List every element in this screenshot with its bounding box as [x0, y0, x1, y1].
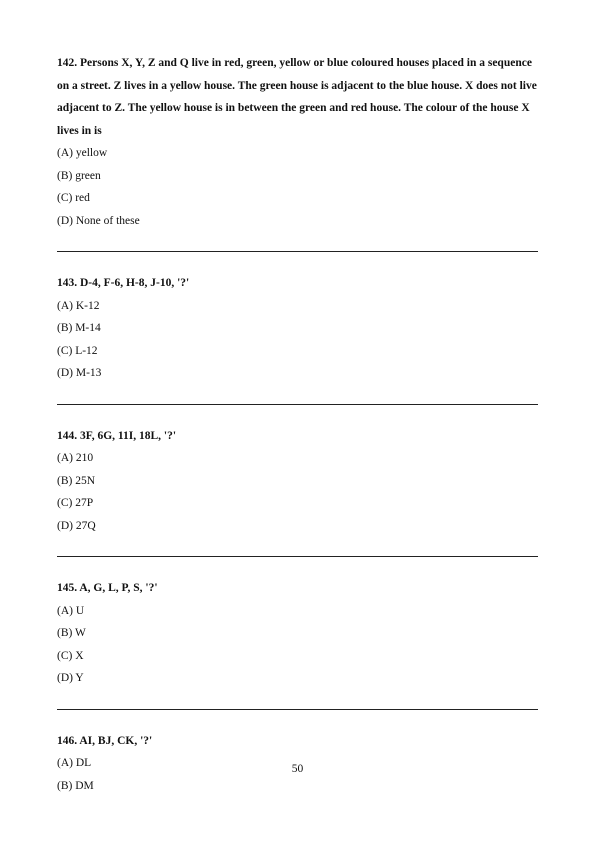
option-a: (A) U [57, 604, 85, 617]
option-b: (B) M-14 [57, 322, 101, 334]
question-text: 144. 3F, 6G, 11I, 18L, '?' [57, 429, 177, 442]
question-145 [57, 577, 538, 690]
option-b: (B) DM [57, 779, 94, 792]
option-c: (C) X [57, 649, 84, 662]
option-d: (D) None of these [57, 214, 140, 227]
option-c: (C) L-12 [57, 344, 98, 357]
divider [57, 404, 538, 405]
document-page [57, 52, 538, 797]
option-a: (A) DL [57, 757, 92, 769]
option-a: (A) 210 [57, 452, 94, 464]
question-142 [57, 52, 538, 232]
question-143 [57, 272, 538, 385]
divider [57, 556, 538, 557]
option-c: (C) red [57, 192, 90, 204]
question-text: 145. A, G, L, P, S, '?' [57, 582, 158, 594]
divider [57, 709, 538, 710]
option-b: (B) W [57, 627, 86, 639]
question-text: 146. AI, BJ, CK, '?' [57, 734, 153, 747]
option-d: (D) M-13 [57, 367, 102, 379]
question-text: 142. Persons X, Y, Z and Q live in red, green, yellow or blue coloured houses placed in a sequence on a street. Z lives in a yellow house. The green house is adjacent to the blue house. X does not live adjacent to Z. The yellow house is in between the green and red house. The colour of the house X lives in is [57, 57, 537, 137]
question-144 [57, 425, 538, 538]
option-a: (A) K-12 [57, 299, 100, 312]
option-d: (D) 27Q [57, 519, 96, 532]
divider [57, 251, 538, 252]
option-a: (A) yellow [57, 147, 108, 159]
option-b: (B) green [57, 169, 101, 182]
question-text: 143. D-4, F-6, H-8, J-10, '?' [57, 277, 190, 289]
option-b: (B) 25N [57, 474, 96, 487]
page-number: 50 [291, 763, 304, 775]
option-d: (D) Y [57, 672, 84, 684]
option-c: (C) 27P [57, 497, 94, 509]
